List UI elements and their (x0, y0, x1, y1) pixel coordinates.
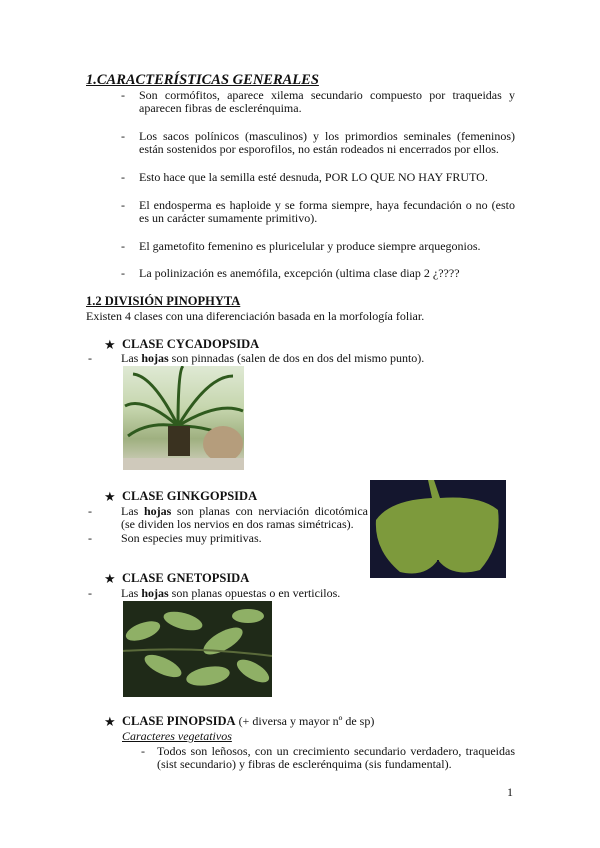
bold-term: hojas (143, 504, 172, 518)
bullet-item: El endosperma es haploide y se forma siempre, haya fecundación o no (esto es un carácter sumamente primitivo). (139, 198, 515, 225)
bold-term: hojas (141, 351, 169, 365)
bullet-dash: - (121, 239, 125, 253)
gnetum-photo (123, 601, 272, 697)
class-title-ginkgopsida: CLASE GINKGOPSIDA (122, 489, 258, 503)
ginkgo-leaf-illustration (370, 480, 506, 578)
class-note: (+ diversa y mayor nº de sp) (235, 714, 375, 728)
cycad-photo (123, 366, 244, 470)
text: son planas con nerviación dicotómica (171, 504, 369, 518)
bullet-item: Todos son leñosos, con un crecimiento secundario verdadero, traqueidas (sist secundario) y fibras de esclerénquima (sis fundamental). (157, 744, 515, 771)
bullet-dash: - (88, 586, 92, 600)
bullet-dash: - (121, 198, 125, 212)
text: Las (121, 351, 142, 365)
bullet-item: Son especies muy primitivas. (121, 531, 262, 545)
star-icon: ★ (104, 489, 116, 504)
subsection-title: 1.2 DIVISIÓN PINOPHYTA (86, 294, 241, 308)
class-title-cycadopsida: CLASE CYCADOPSIDA (122, 337, 260, 351)
bullet-dash: - (121, 129, 125, 143)
bullet-item: Son cormófitos, aparece xilema secundario compuesto por traqueidas y aparecen fibras de esclerénquima. (139, 88, 515, 115)
star-icon: ★ (104, 571, 116, 586)
star-icon: ★ (104, 337, 116, 352)
class-title-gnetopsida: CLASE GNETOPSIDA (122, 571, 250, 585)
bullet-dash: - (88, 351, 92, 365)
ginkgo-leaf-photo (370, 480, 506, 578)
gnetum-illustration (123, 601, 272, 697)
class-description (121, 587, 340, 600)
text: Las (121, 586, 142, 600)
cycad-illustration (123, 366, 244, 470)
bullet-dash: - (88, 531, 92, 545)
bullet-item: La polinización es anemófila, excepción (ultima clase diap 2 ¿???? (139, 266, 460, 280)
section-title: 1.CARACTERÍSTICAS GENERALES (86, 72, 319, 88)
bullet-item: El gametofito femenino es pluricelular y produce siempre arquegonios. (139, 239, 481, 253)
bold-term: hojas (141, 586, 169, 600)
bullet-item: Esto hace que la semilla esté desnuda, POR LO QUE NO HAY FRUTO. (139, 170, 488, 184)
bullet-dash: - (121, 170, 125, 184)
class-description (121, 352, 424, 365)
text: son planas opuestas o en verticilos. (168, 586, 341, 600)
text: Las (121, 504, 144, 518)
bullet-dash: - (88, 504, 92, 518)
subheading: Caracteres vegetativos (122, 729, 232, 743)
intro-text: Existen 4 clases con una diferenciación basada en la morfología foliar. (86, 309, 425, 323)
bullet-dash: - (121, 266, 125, 280)
bullet-dash: - (121, 88, 125, 102)
class-title-text: CLASE PINOPSIDA (122, 714, 236, 728)
class-title-pinopsida (122, 715, 374, 728)
text: son pinnadas (salen de dos en dos del mismo punto). (168, 351, 425, 365)
star-icon: ★ (104, 714, 116, 729)
page-number: 1 (507, 785, 513, 799)
bullet-item: Los sacos polínicos (masculinos) y los primordios seminales (femeninos) están sostenidos por esporofilos, no están rodeados ni encerrados por ellos. (139, 129, 515, 156)
class-description-cont: (se dividen los nervios en dos ramas simétricas). (121, 517, 354, 531)
bullet-dash: - (141, 744, 145, 758)
